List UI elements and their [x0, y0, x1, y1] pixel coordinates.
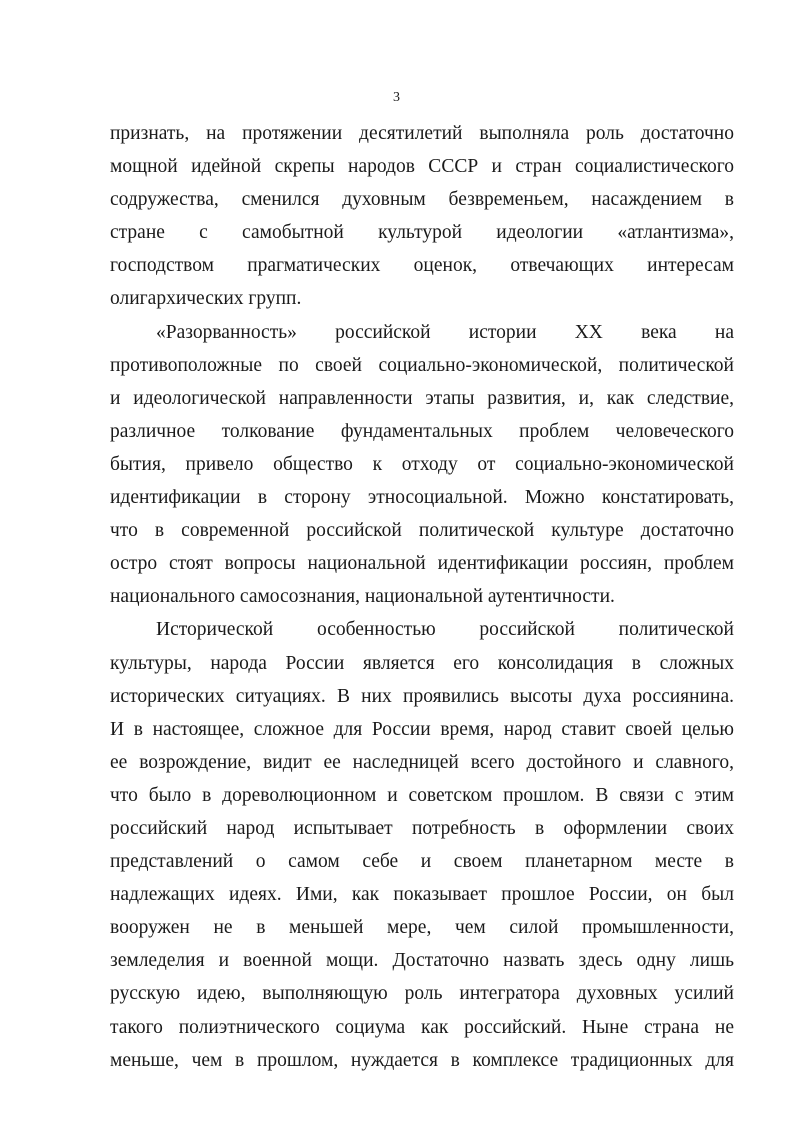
text-line: «Разорванность» российской истории XX века на	[156, 321, 734, 343]
text-line: что было в дореволюционном и советском прошлом. В связи с этим	[110, 784, 734, 806]
text-line: культуры, народа России является его консолидация в сложных	[110, 652, 734, 674]
text-line: меньше, чем в прошлом, нуждается в комплексе традиционных для	[110, 1049, 734, 1071]
text-line: представлений о самом себе и своем планетарном месте в	[110, 851, 734, 873]
text-line: что в современной российской политической культуре достаточно	[110, 520, 734, 542]
text-line: земледелия и военной мощи. Достаточно назвать здесь одну лишь	[110, 950, 734, 972]
text-line: национального самосознания, национальной аутентичности.	[110, 586, 615, 608]
text-line: идентификации в сторону этносоциальной. Можно констатировать,	[110, 487, 734, 509]
paragraph	[110, 613, 734, 1076]
paragraph	[110, 117, 734, 316]
text-line: бытия, привело общество к отходу от социально-экономической	[110, 453, 734, 475]
text-line: противоположные по своей социально-экономической, политической	[110, 354, 734, 376]
text-line: господством прагматических оценок, отвечающих интересам	[110, 255, 734, 277]
text-line: различное толкование фундаментальных проблем человеческого	[110, 420, 734, 442]
text-line: стране с самобытной культурой идеологии «атлантизма»,	[110, 222, 734, 244]
text-line: вооружен не в меньшей мере, чем силой промышленности,	[110, 917, 734, 939]
text-line: и идеологической направленности этапы развития, и, как следствие,	[110, 387, 734, 409]
body-text	[110, 117, 734, 1077]
page-number: 3	[393, 90, 400, 105]
text-line: олигархических групп.	[110, 288, 302, 310]
text-line: такого полиэтнического социума как российский. Ныне страна не	[110, 1016, 734, 1038]
text-line: российский народ испытывает потребность в оформлении своих	[110, 817, 734, 839]
text-line: Исторической особенностью российской политической	[156, 619, 734, 641]
text-line: ее возрождение, видит ее наследницей всего достойного и славного,	[110, 751, 734, 773]
paragraph	[110, 316, 734, 614]
text-line: остро стоят вопросы национальной идентификации россиян, проблем	[110, 553, 734, 575]
text-line: И в настоящее, сложное для России время, народ ставит своей целью	[110, 718, 734, 740]
text-line: содружества, сменился духовным безвременьем, насаждением в	[110, 189, 734, 211]
text-line: признать, на протяжении десятилетий выполняла роль достаточно	[110, 123, 734, 144]
text-line: надлежащих идеях. Ими, как показывает прошлое России, он был	[110, 884, 734, 906]
text-line: русскую идею, выполняющую роль интегратора духовных усилий	[110, 983, 734, 1005]
text-line: исторических ситуациях. В них проявились высоты духа россиянина.	[110, 685, 734, 707]
text-line: мощной идейной скрепы народов СССР и стран социалистического	[110, 156, 734, 178]
